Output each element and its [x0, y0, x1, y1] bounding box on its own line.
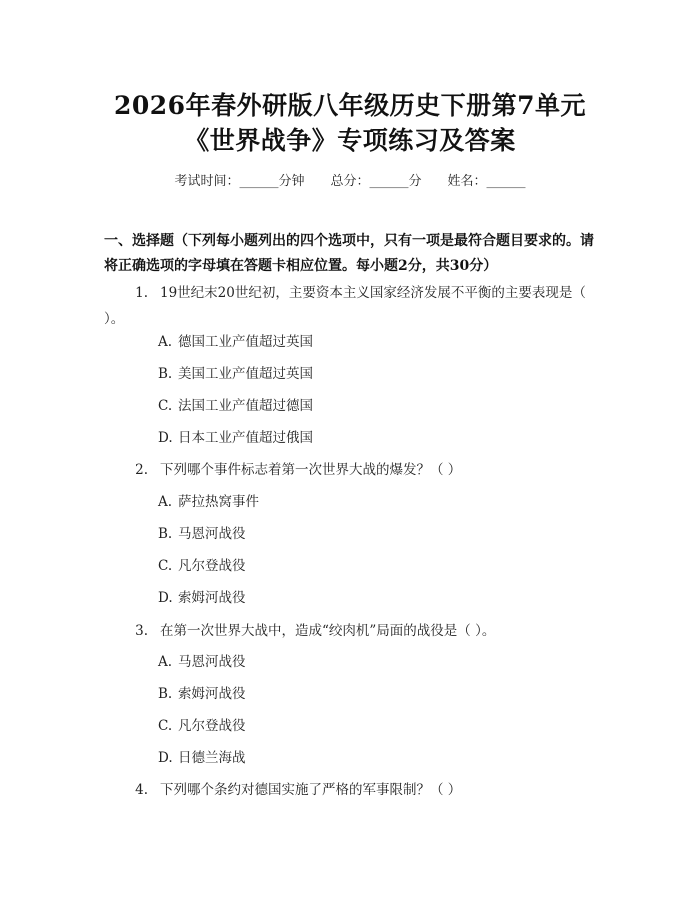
- option-1-c: [158, 396, 313, 416]
- option-letter: A.: [158, 334, 173, 350]
- option-1-d: [158, 428, 313, 448]
- page-title-line-2: 《世界战争》专项练习及答案: [184, 126, 516, 155]
- question-text: 下列哪个事件标志着第一次世界大战的爆发？（ ）: [160, 462, 462, 478]
- option-letter: B.: [158, 526, 173, 542]
- option-letter: B.: [158, 686, 173, 702]
- question-text: 下列哪个条约对德国实施了严格的军事限制？（ ）: [160, 782, 462, 798]
- option-letter: C.: [158, 398, 173, 414]
- option-text: 萨拉热窝事件: [178, 494, 259, 510]
- total-score: 总分：______分: [330, 174, 422, 189]
- page-title-line-1: 2026年春外研版八年级历史下册第7单元: [114, 91, 586, 120]
- student-name: 姓名：______: [447, 174, 526, 189]
- option-text: 日德兰海战: [178, 750, 246, 766]
- question-text: 在第一次世界大战中，造成“绞肉机”局面的战役是（ ）。: [160, 623, 496, 639]
- question-number: 4.: [135, 782, 148, 798]
- option-1-a: [158, 332, 313, 352]
- question-1: [104, 280, 604, 332]
- exam-meta: [0, 170, 700, 189]
- question-4: [104, 777, 604, 803]
- option-letter: D.: [158, 750, 173, 766]
- option-2-a: [158, 492, 259, 512]
- option-text: 美国工业产值超过英国: [178, 366, 313, 382]
- option-2-c: [158, 556, 246, 576]
- question-2: [104, 457, 604, 483]
- exam-time: 考试时间：______分钟: [174, 174, 305, 189]
- option-text: 德国工业产值超过英国: [178, 334, 313, 350]
- option-letter: D.: [158, 430, 173, 446]
- option-letter: B.: [158, 366, 173, 382]
- question-number: 3.: [135, 623, 148, 639]
- section-heading: 一、选择题（下列每小题列出的四个选项中，只有一项是最符合题目要求的。请将正确选项的字母填在答题卡相应位置。每小题2分，共30分）: [104, 233, 594, 274]
- option-3-c: [158, 716, 246, 736]
- option-text: 凡尔登战役: [178, 558, 246, 574]
- question-number: 1.: [135, 285, 148, 301]
- option-letter: A.: [158, 494, 173, 510]
- option-text: 法国工业产值超过德国: [178, 398, 313, 414]
- option-text: 凡尔登战役: [178, 718, 246, 734]
- question-text: 19世纪末20世纪初，主要资本主义国家经济发展不平衡的主要表现是（ ）。: [104, 285, 586, 327]
- option-3-a: [158, 652, 246, 672]
- option-text: 日本工业产值超过俄国: [178, 430, 313, 446]
- option-1-b: [158, 364, 313, 384]
- option-text: 马恩河战役: [178, 526, 246, 542]
- option-2-b: [158, 524, 246, 544]
- option-letter: C.: [158, 558, 173, 574]
- question-3: [104, 618, 604, 644]
- option-letter: C.: [158, 718, 173, 734]
- option-letter: D.: [158, 590, 173, 606]
- option-2-d: [158, 588, 246, 608]
- option-text: 马恩河战役: [178, 654, 246, 670]
- option-text: 索姆河战役: [178, 686, 246, 702]
- option-3-b: [158, 684, 246, 704]
- question-number: 2.: [135, 462, 148, 478]
- option-letter: A.: [158, 654, 173, 670]
- option-text: 索姆河战役: [178, 590, 246, 606]
- option-3-d: [158, 748, 246, 768]
